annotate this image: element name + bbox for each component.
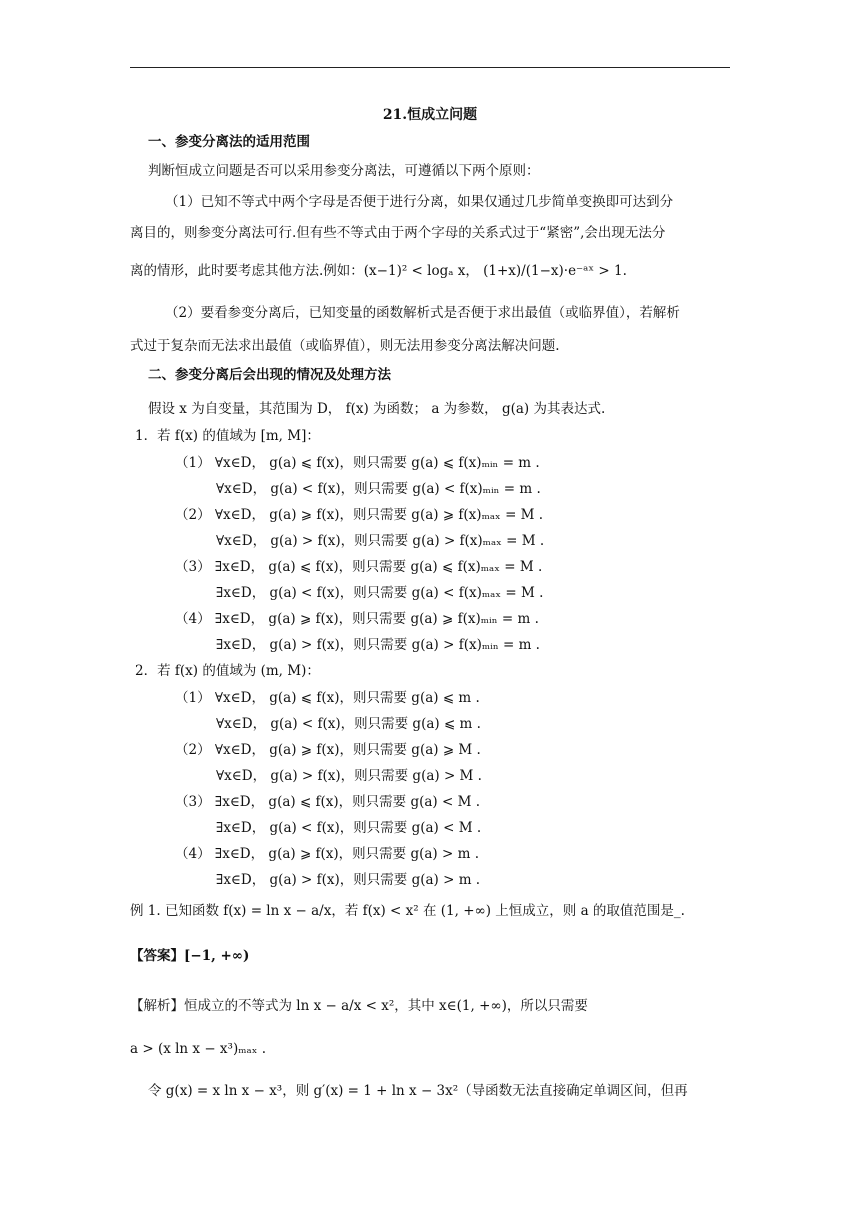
case-1-rule: （2） ∀x∈D， g(a) ⩾ f(x)，则只需要 g(a) ⩾ f(x)ₘₐₓ = M . [175, 507, 544, 523]
example-answer: 【答案】[−1, +∞) [130, 948, 250, 964]
section-1-intro: 判断恒成立问题是否可以采用参变分离法，可遵循以下两个原则： [148, 163, 540, 179]
section-2-heading: 二、参变分离后会出现的情况及处理方法 [148, 367, 391, 383]
case-1-rule: ∀x∈D， g(a) < f(x)，则只需要 g(a) < f(x)ₘᵢₙ = m . [216, 481, 541, 497]
case-2-rule: ∃x∈D， g(a) > f(x)，则只需要 g(a) > m . [216, 872, 481, 888]
case-2-rule: （3） ∃x∈D， g(a) ⩽ f(x)，则只需要 g(a) < M . [175, 794, 481, 810]
case-2-rule: （4） ∃x∈D， g(a) ⩾ f(x)，则只需要 g(a) > m . [175, 846, 479, 862]
case-1-rule: （1） ∀x∈D， g(a) ⩽ f(x)，则只需要 g(a) ⩽ f(x)ₘᵢₙ = m . [175, 455, 540, 471]
solution-line-1: 【解析】恒成立的不等式为 ln x − a/x < x²，其中 x∈(1, +∞)，所以只需要 [130, 998, 588, 1014]
section-2-intro: 假设 x 为自变量，其范围为 D， f(x) 为函数； a 为参数， g(a) 为其表达式. [148, 401, 606, 417]
principle-1-line-1: （1）已知不等式中两个字母是否便于进行分离，如果仅通过几步简单变换即可达到分 [165, 194, 674, 210]
principle-1-line-2: 离目的，则参变分离法可行.但有些不等式由于两个字母的关系式过于“紧密”,会出现无法分 [130, 225, 666, 241]
solution-line-3: 令 g(x) = x ln x − x³，则 g′(x) = 1 + ln x − 3x²（导函数无法直接确定单调区间，但再 [148, 1083, 688, 1099]
example-question: 例 1. 已知函数 f(x) = ln x − a/x，若 f(x) < x² 在 (1, +∞) 上恒成立，则 a 的取值范围是_. [130, 903, 685, 919]
principle-1-line-3: 离的情形，此时要考虑其他方法.例如：(x−1)² < logₐ x， (1+x)/(1−x)·e⁻ᵃˣ > 1. [130, 263, 627, 279]
header-rule [130, 67, 730, 68]
page-title: 21.恒成立问题 [382, 107, 478, 123]
case-2-rule: （1） ∀x∈D， g(a) ⩽ f(x)，则只需要 g(a) ⩽ m . [175, 690, 480, 706]
section-1-heading: 一、参变分离法的适用范围 [148, 134, 310, 150]
case-1-rule: ∀x∈D， g(a) > f(x)，则只需要 g(a) > f(x)ₘₐₓ = M . [216, 533, 545, 549]
case-2-rule: ∀x∈D， g(a) < f(x)，则只需要 g(a) ⩽ m . [216, 716, 481, 732]
case-1-rule: ∃x∈D， g(a) > f(x)，则只需要 g(a) > f(x)ₘᵢₙ = m . [216, 637, 540, 653]
case-2-rule: ∃x∈D， g(a) < f(x)，则只需要 g(a) < M . [216, 820, 482, 836]
solution-line-2: a > (x ln x − x³)ₘₐₓ . [130, 1041, 267, 1057]
case-2-rule: （2） ∀x∈D， g(a) ⩾ f(x)，则只需要 g(a) ⩾ M . [175, 742, 481, 758]
case-1-rule: （3） ∃x∈D， g(a) ⩽ f(x)，则只需要 g(a) ⩽ f(x)ₘₐₓ = M . [175, 559, 543, 575]
case-2-heading: 2．若 f(x) 的值域为 (m, M)： [135, 663, 320, 679]
principle-2-line-2: 式过于复杂而无法求出最值（或临界值），则无法用参变分离法解决问题. [130, 338, 560, 354]
case-1-rule: （4） ∃x∈D， g(a) ⩾ f(x)，则只需要 g(a) ⩾ f(x)ₘᵢₙ = m . [175, 611, 539, 627]
case-2-rule: ∀x∈D， g(a) > f(x)，则只需要 g(a) > M . [216, 768, 482, 784]
case-1-rule: ∃x∈D， g(a) < f(x)，则只需要 g(a) < f(x)ₘₐₓ = M . [216, 585, 544, 601]
principle-2-line-1: （2）要看参变分离后，已知变量的函数解析式是否便于求出最值（或临界值），若解析 [165, 305, 680, 321]
case-1-heading: 1．若 f(x) 的值域为 [m, M]： [135, 428, 320, 444]
